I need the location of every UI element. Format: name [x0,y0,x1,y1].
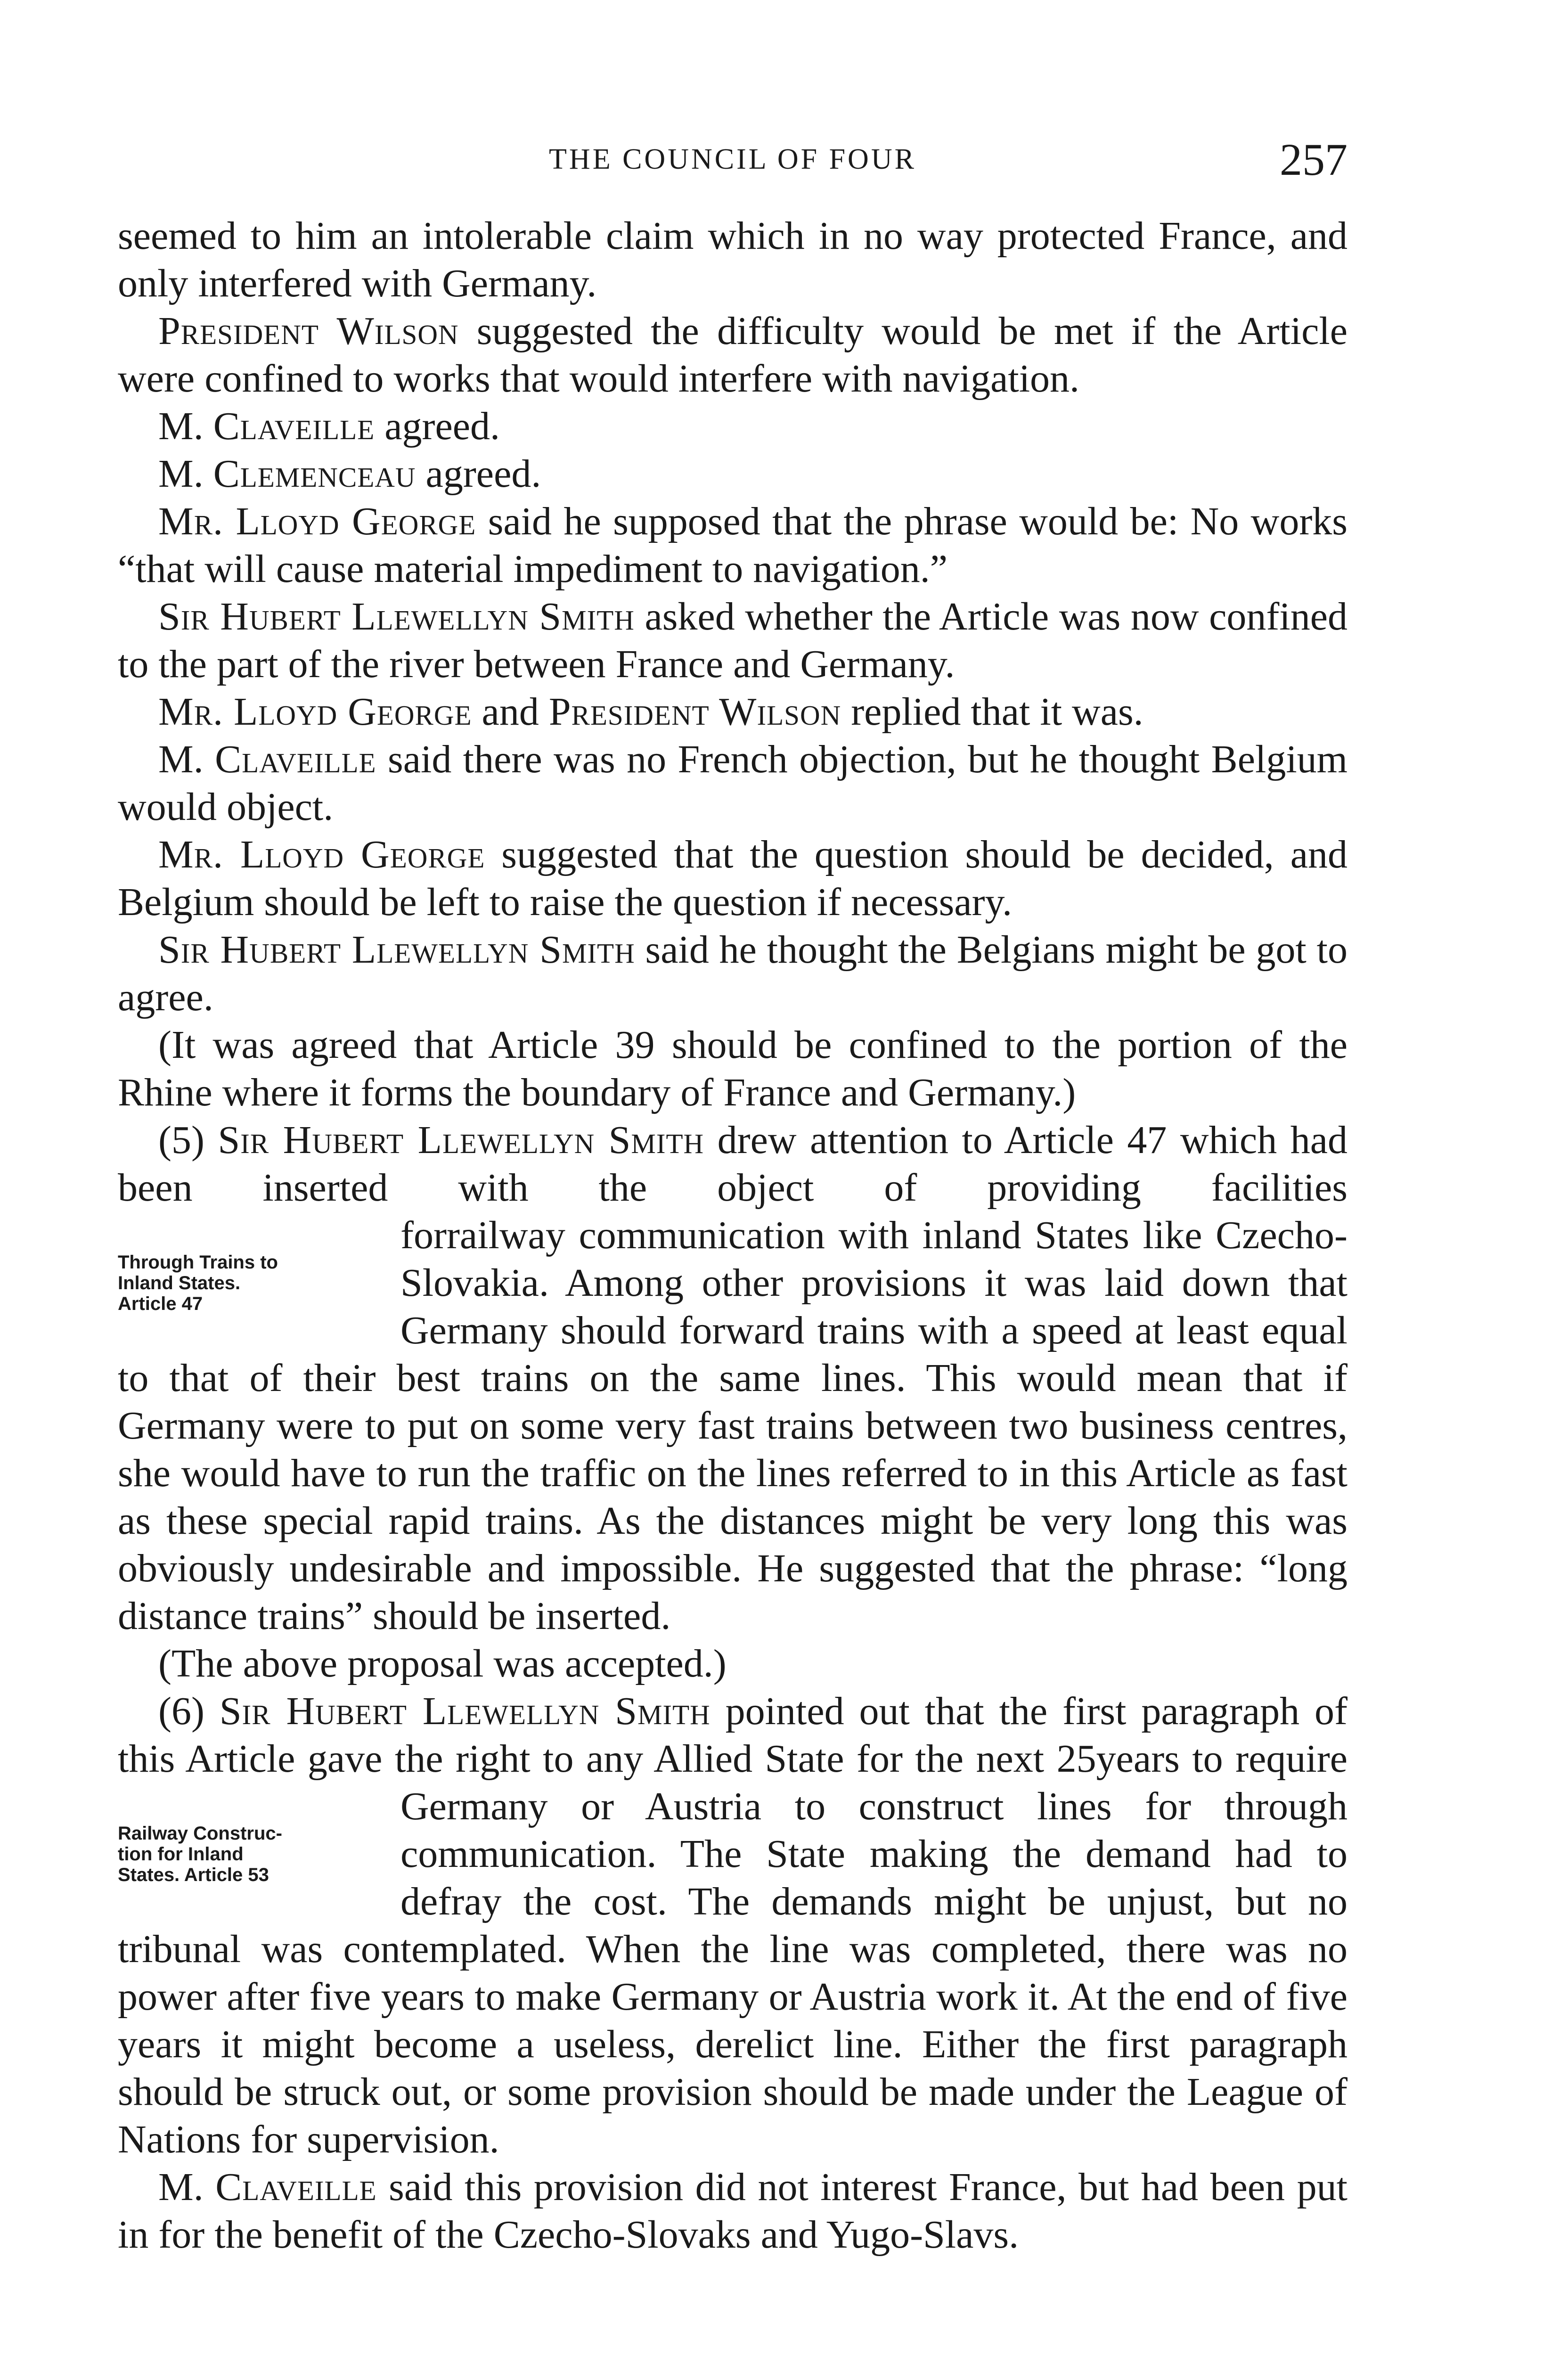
paragraph-3 [118,402,1348,450]
running-head [118,134,1348,191]
paragraph-text: asked whether the Article was now confined to the part of the river between France and Germany. [118,595,1348,686]
paragraph-text: agreed. [416,452,541,496]
item-number: (5) [158,1118,218,1162]
sidenote-line: Article 47 [118,1293,203,1314]
paragraph-text: railway communication with inland States like Czecho-Slovakia. Among other provisions it was laid down that Germany should forward trains with a speed at least equal to that of their best trains on the same lines. This would mean that if Germany were to put on some very fast trains between two business centres, she would have to run the traffic on the lines referred to in this Article as fast as these special rapid trains. As the distances might be very long this was obviously undesirable and impossible. He suggested that the phrase: “long distance trains” should be inserted. [118,1213,1348,1638]
paragraph-6 [118,593,1348,688]
paragraph-10 [118,926,1348,1021]
speaker-name: Mr. Lloyd George [158,690,472,734]
paragraph-13 [118,1640,1348,1687]
paragraph-15 [118,2163,1348,2258]
body-text [118,212,1348,2258]
speaker-name: Claveille [215,737,376,781]
sidenote-line: tion for Inland [118,1843,244,1865]
paragraph-text: agreed. [375,404,500,448]
speaker-prefix: M. [158,737,215,781]
paragraph-text: (It was agreed that Article 39 should be confined to the portion of the Rhine where it forms the boundary of France and Germany.) [118,1023,1348,1114]
speaker-name: Sir Hubert Llewellyn Smith [219,1689,710,1733]
sidenote-article-47 [118,1211,386,1354]
sidenote-line: Inland States. [118,1272,241,1293]
paragraph-text: seemed to him an intolerable claim which in no way protected France, and only interfered with Germany. [118,214,1348,305]
speaker-name: Sir Hubert Llewellyn Smith [158,928,635,972]
paragraph-11 [118,1021,1348,1116]
sidenote-line: Railway Construc- [118,1823,282,1844]
paragraph-14 [118,1687,1348,2163]
paragraph-text: (The above proposal was accepted.) [158,1642,727,1685]
paragraph-12 [118,1116,1348,1640]
item-number: (6) [158,1689,220,1733]
conjunction: and [472,690,549,734]
sidenote-article-53 [118,1783,386,1925]
speaker-name: Sir Hubert Llewellyn Smith [158,595,635,638]
paragraph-1 [118,212,1348,307]
paragraph-text: replied that it was. [841,690,1143,734]
sidenote-line: States. Article 53 [118,1864,269,1885]
paragraph-text: pointed out that the first paragraph of this Article gave the right to any Allied State for the next 25 [118,1689,1348,1781]
speaker-prefix: M. [158,452,213,496]
speaker-name: President Wilson [548,690,841,734]
sidenote-line: Through Trains to [118,1252,278,1273]
paragraph-5 [118,498,1348,593]
speaker-name: Clemenceau [213,452,416,496]
paragraph-text: said he supposed that the phrase would be: No works “that will cause material impediment to navigation.” [118,499,1348,591]
page-number: 257 [1280,134,1348,185]
speaker-name: President Wilson [158,309,459,353]
paragraph-text: suggested that the question should be decided, and Belgium should be left to raise the question if necessary. [118,833,1348,924]
paragraph-text: said he thought the Belgians might be got to agree. [118,928,1348,1019]
paragraph-4 [118,450,1348,498]
paragraph-text: drew attention to Article 47 which had been inserted with the object of providing facilities for [118,1118,1348,1257]
paragraph-2 [118,307,1348,402]
speaker-name: Sir Hubert Llewellyn Smith [218,1118,704,1162]
paragraph-text: suggested the difficulty would be met if the Article were confined to works that would interfere with navigation. [118,309,1348,401]
paragraph-text: said this provision did not interest France, but had been put in for the benefit of the Czecho-Slovaks and Yugo-Slavs. [118,2165,1348,2257]
speaker-name: Claveille [215,2165,377,2209]
speaker-name: Claveille [213,404,375,448]
speaker-name: Mr. Lloyd George [158,833,485,876]
running-title: THE COUNCIL OF FOUR [549,143,916,175]
paragraph-8 [118,736,1348,831]
paragraph-text: said there was no French objection, but he thought Belgium would object. [118,737,1348,829]
paragraph-7 [118,688,1348,736]
paragraph-text: years to require Germany or Austria to construct lines for through communication. The State making the demand had to defray the cost. The demands might be unjust, but no tribunal was contemplated. When the line was completed, there was no power after five years to make Germany or Austria work it. At the end of five years it might become a useless, derelict line. Either the first paragraph should be struck out, or some provision should be made under the League of Nations for supervision. [118,1737,1348,2161]
speaker-prefix: M. [158,2165,216,2209]
paragraph-9 [118,831,1348,926]
speaker-prefix: M. [158,404,213,448]
speaker-name: Mr. Lloyd George [158,499,476,543]
